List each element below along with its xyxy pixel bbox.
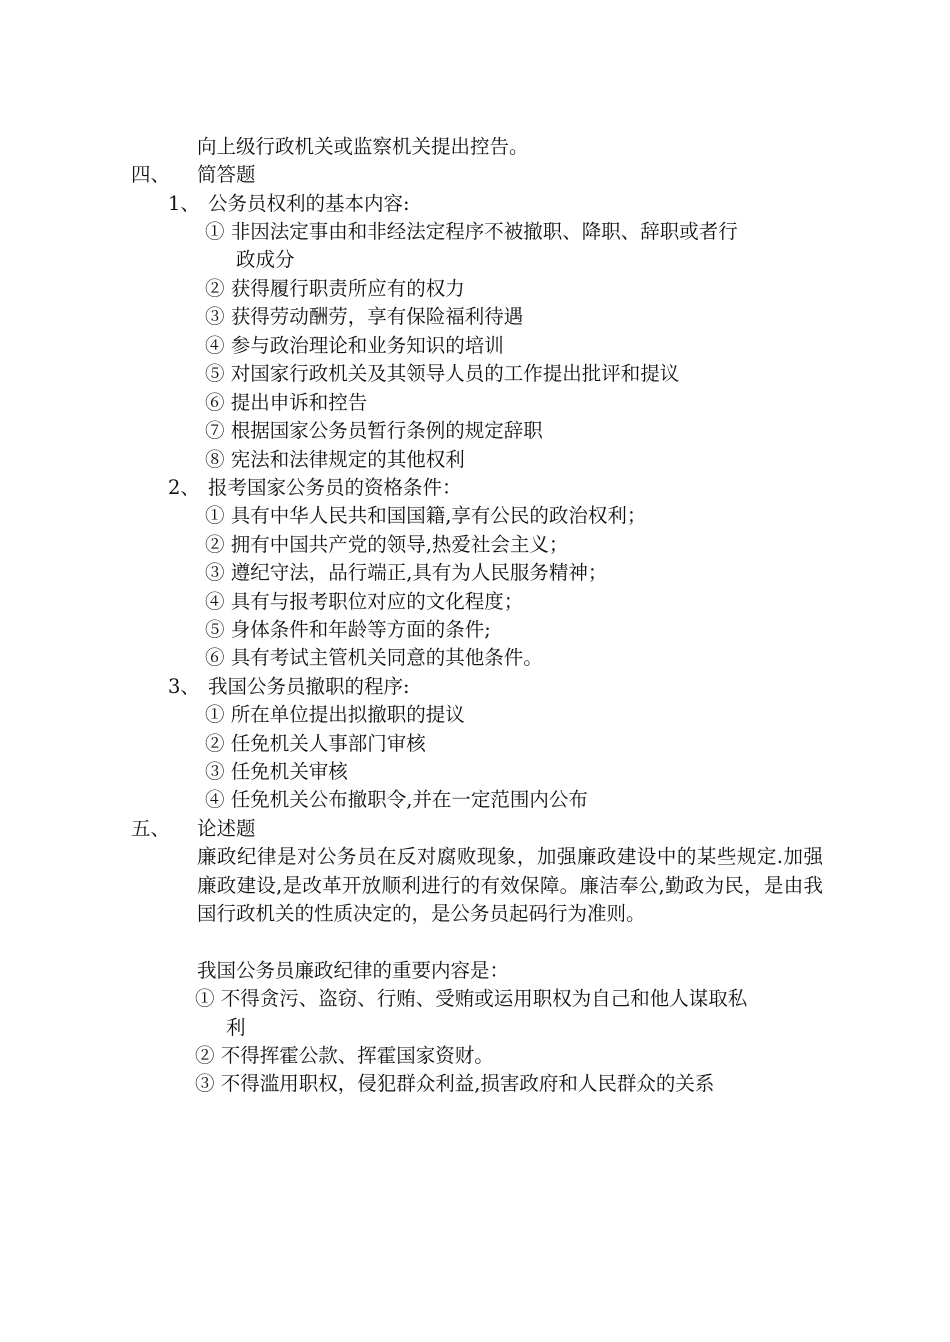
section-4-title: 简答题: [197, 163, 256, 186]
q3-item-1: ① 所在单位提出拟撤职的提议: [205, 703, 465, 726]
q2-item-3: ③ 遵纪守法，品行端正,具有为人民服务精神；: [205, 561, 608, 584]
q1-item-4: ④ 参与政治理论和业务知识的培训: [205, 334, 504, 357]
q2-item-2: ② 拥有中国共产党的领导,热爱社会主义；: [205, 533, 569, 556]
q2-title: 报考国家公务员的资格条件：: [208, 476, 462, 499]
q2-item-4: ④ 具有与报考职位对应的文化程度；: [205, 590, 524, 613]
q1-item-1: ① 非因法定事由和非经法定程序不被撤职、降职、辞职或者行: [205, 220, 738, 243]
essay-item-3: ③ 不得滥用职权，侵犯群众利益,损害政府和人民群众的关系: [195, 1072, 715, 1095]
q2-number: 2、: [168, 476, 200, 499]
q1-item-6: ⑥ 提出申诉和控告: [205, 391, 368, 414]
section-5-title: 论述题: [197, 817, 256, 840]
q3-number: 3、: [168, 675, 200, 698]
essay-item-1-cont: 利: [226, 1016, 246, 1039]
q1-title: 公务员权利的基本内容:: [208, 192, 410, 215]
q3-title: 我国公务员撤职的程序:: [208, 675, 410, 698]
section-4-number: 四、: [131, 163, 171, 186]
q1-item-3: ③ 获得劳动酬劳，享有保险福利待遇: [205, 305, 524, 328]
continuation-line: 向上级行政机关或监察机关提出控告。: [197, 135, 529, 158]
q1-item-7: ⑦ 根据国家公务员暂行条例的规定辞职: [205, 419, 543, 442]
essay-paragraph: 廉政纪律是对公务员在反对腐败现象，加强廉政建设中的某些规定.加强廉政建设,是改革开放顺利进行的有效保障。廉洁奉公,勤政为民，是由我国行政机关的性质决定的，是公务员起码行为准则。: [197, 845, 823, 926]
essay-item-1: ① 不得贪污、盗窃、行贿、受贿或运用职权为自己和他人谋取私: [195, 987, 748, 1010]
q3-item-2: ② 任免机关人事部门审核: [205, 732, 426, 755]
q2-item-1: ① 具有中华人民共和国国籍,享有公民的政治权利；: [205, 504, 647, 527]
section-5-number: 五、: [131, 817, 171, 840]
q1-item-5: ⑤ 对国家行政机关及其领导人员的工作提出批评和提议: [205, 362, 680, 385]
q2-item-5: ⑤ 身体条件和年龄等方面的条件;: [205, 618, 491, 641]
q1-item-8: ⑧ 宪法和法律规定的其他权利: [205, 448, 465, 471]
q1-number: 1、: [168, 192, 200, 215]
q3-item-4: ④ 任免机关公布撤职令,并在一定范围内公布: [205, 788, 588, 811]
essay-intro: 我国公务员廉政纪律的重要内容是：: [197, 959, 510, 982]
q1-item-1-cont: 政成分: [236, 248, 295, 271]
q3-item-3: ③ 任免机关审核: [205, 760, 348, 783]
essay-item-2: ② 不得挥霍公款、挥霍国家资财。: [195, 1044, 494, 1067]
q1-item-2: ② 获得履行职责所应有的权力: [205, 277, 465, 300]
q2-item-6: ⑥ 具有考试主管机关同意的其他条件。: [205, 646, 543, 669]
